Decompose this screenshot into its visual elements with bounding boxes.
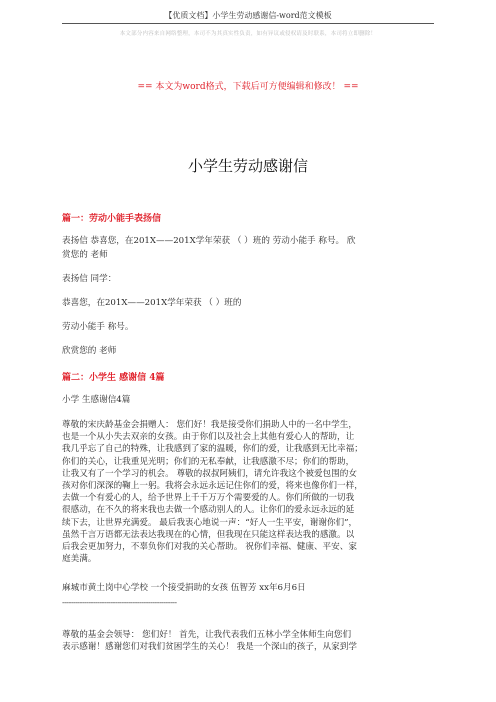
paragraph-line: 很感动，在不久的将来我也去做一个感动别人的人。让你们的爱永远永远的延 xyxy=(62,505,355,516)
paragraph-line: 孩对你们深深的鞠上一躬。我将会永远永远记住你们的爱，将来也像你们一样， xyxy=(62,481,363,491)
paragraph-line: 庭美满。 xyxy=(62,554,97,565)
paragraph-line: 尊敬的基金会领导： 您们好！ 首先，让我代表我们五林小学全体师生向您们 xyxy=(62,630,352,640)
paragraph-line: 虽然千言万语都无法表达我现在的心情，但我现在只能这样表达我的感激。以 xyxy=(62,529,355,540)
paragraph-line: 续下去，让世界充满爱。 最后我衷心地说一声：“好人一生平安，谢谢你们”， xyxy=(62,517,358,528)
paragraph-line: 我几乎忘了自己的特殊，让我感到了家的温暖，你们的爱，让我感到无比幸福； xyxy=(62,444,363,455)
paragraph-line: 后我会更加努力，不辜负你们对我的关心帮助。 祝你们幸福、健康、平安、家 xyxy=(62,542,357,552)
document-title: 小学生劳动感谢信 xyxy=(187,157,308,175)
header-divider xyxy=(62,23,434,24)
document-header: 【优质文档】小学生劳动感谢信-word范文模板 xyxy=(164,11,332,20)
signature-line: 麻城市黄土岗中心学校 一个接受捐助的女孩 伍智芳 xx年6月6日 xyxy=(62,583,306,593)
section-heading-2: 篇二：小学生 感谢信 4篇 xyxy=(62,373,165,383)
paragraph-line: 你们的关心，让我重见光明；你们的无私奉献，让我感激不尽；你们的帮助， xyxy=(62,456,355,467)
paragraph-line: 去做一个有爱心的人，给予世界上千千万万个需要爱的人。你们所做的一切我 xyxy=(62,493,355,504)
separator-line: ---------------------------------------------------- xyxy=(62,598,177,607)
paragraph-line: 尊敬的宋庆龄基金会捐赠人： 您们好！我是接受你们捐助人中的一名中学生， xyxy=(62,420,357,430)
section-subtitle: 小学 生感谢信4篇 xyxy=(62,395,131,405)
section-heading-1: 篇一：劳动小能手表扬信 xyxy=(62,214,162,224)
text-line: 恭喜您，在201X——201X学年荣获 （ ）班的 xyxy=(62,298,242,308)
paragraph-line: 让我又有了一个学习的机会。 尊敬的叔叔阿姨们，请允许我这个被爱包围的女 xyxy=(62,468,357,479)
paragraph-line: 表示感谢！感谢您们对我们贫困学生的关心！ 我是一个深山的孩子，从家到学 xyxy=(62,642,357,653)
disclaimer-text: 本文部分内容来自网络整理，本司不为其真实性负责，如有异议或侵权请及时联系，本司将立即删除！ xyxy=(119,31,377,37)
text-line: 赏您的 老师 xyxy=(62,250,108,260)
format-notice: == 本文为word格式，下载后可方便编辑和修改！ == xyxy=(137,82,359,92)
text-line: 欣赏您的 老师 xyxy=(62,346,117,356)
text-line: 表扬信 同学： xyxy=(62,274,117,284)
paragraph-line: 也是一个从小失去双亲的女孩。由于你们以及社会上其他有爱心人的帮助，让 xyxy=(62,432,355,443)
text-line: 表扬信 恭喜您，在201X——201X学年荣获 （ ）班的 劳动小能手 称号。 欣 xyxy=(62,236,356,246)
text-line: 劳动小能手 称号。 xyxy=(62,322,134,332)
